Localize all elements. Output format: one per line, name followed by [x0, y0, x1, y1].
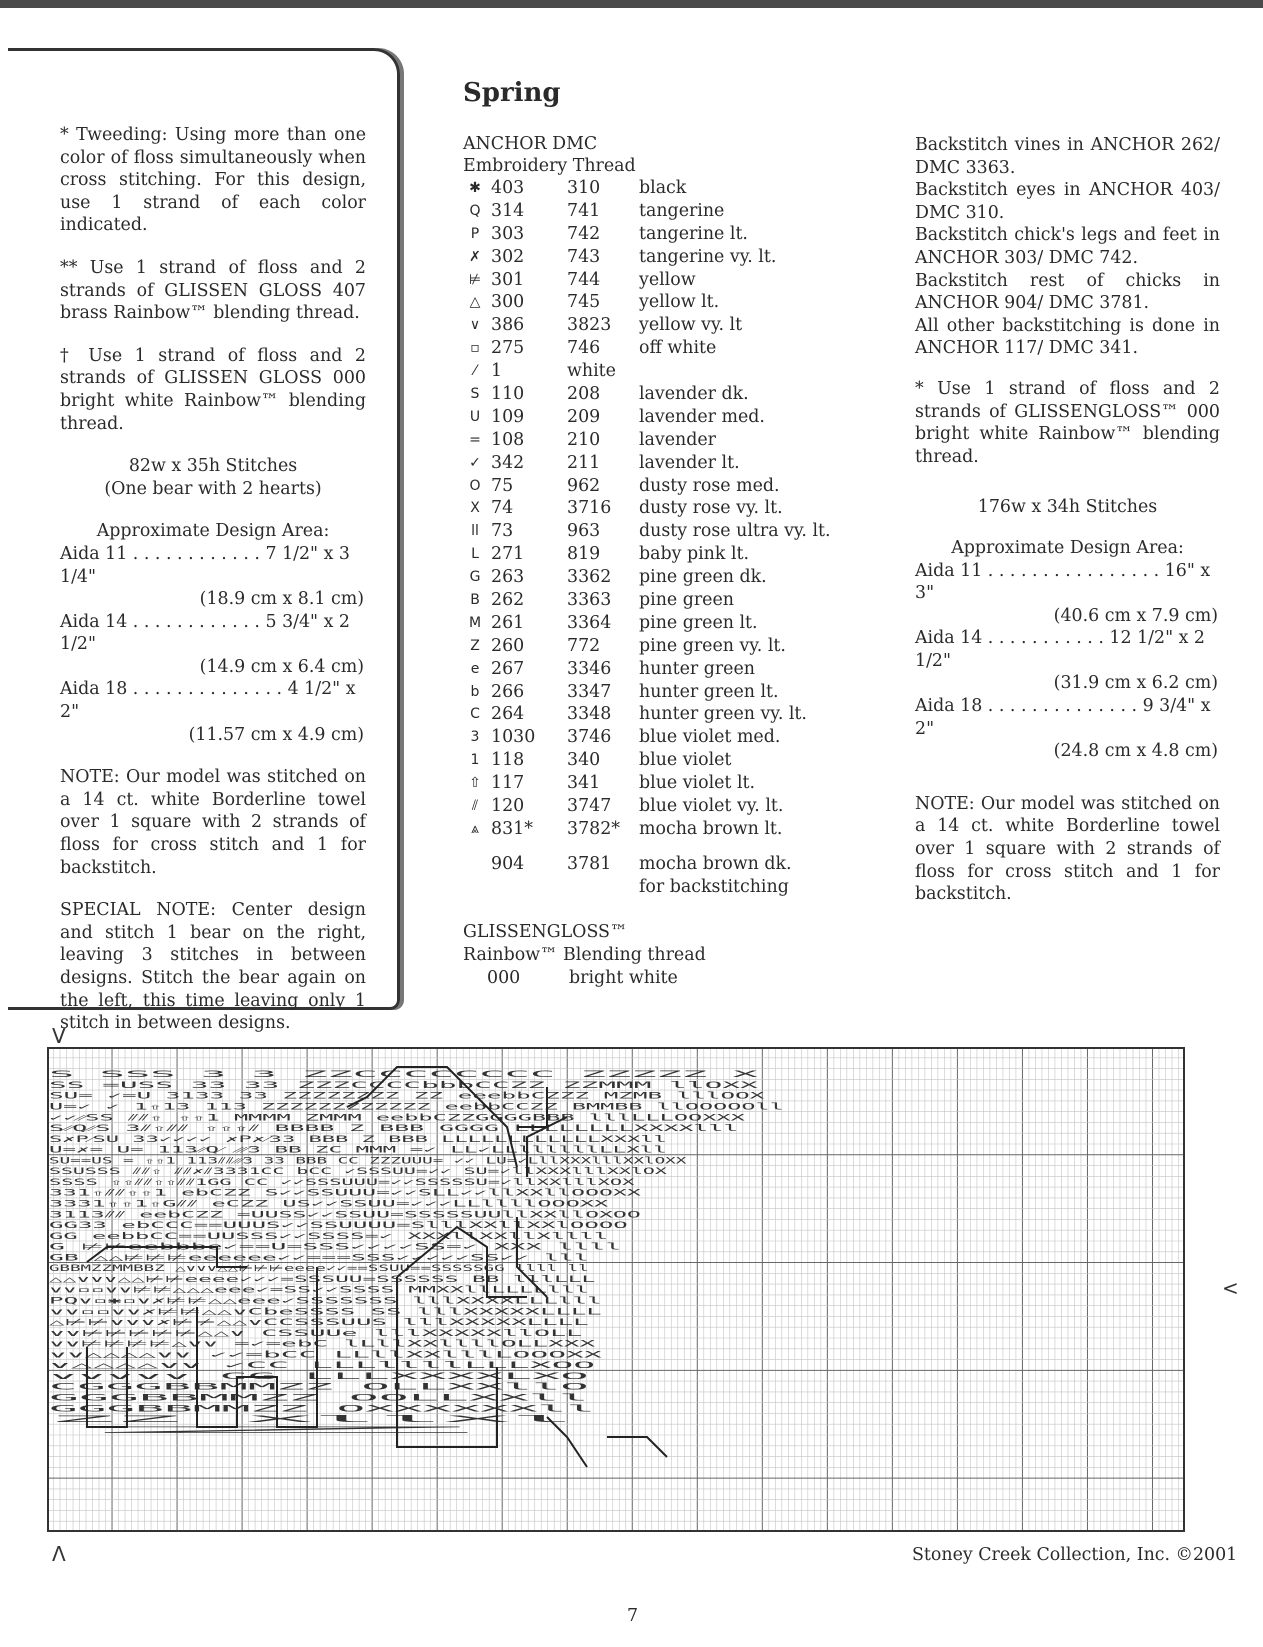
key-dmc: white — [567, 361, 616, 382]
key-dmc: 742 — [567, 223, 601, 244]
chart-row: 3331⇧⇧1⇧G⫽⫽ eCZZ US✓✓SSUU=✓✓✓LLllllOOOXX — [49, 1199, 611, 1210]
key-anchor: 342 — [491, 452, 525, 473]
chart-row: GBBMZZMMBBZ △∨∨∨△△⊭⊭⊭eeee✓✓==SSUU==SSSSSGG llll ll — [49, 1264, 589, 1275]
gloss-subtitle: Rainbow™ Blending thread — [463, 945, 706, 965]
key-dmc: 962 — [567, 475, 601, 496]
key-name: pine green vy. lt. — [639, 635, 786, 656]
key-anchor: 261 — [491, 612, 525, 633]
key-dmc: 210 — [567, 429, 601, 450]
key-anchor: 1 — [491, 361, 503, 382]
key-name: pine green lt. — [639, 612, 758, 633]
left-notes — [60, 124, 366, 1055]
key-dmc: 3747 — [567, 796, 612, 817]
page-number: 7 — [627, 1606, 639, 1626]
key-symbol: = — [469, 431, 481, 448]
key-dmc: 743 — [567, 246, 601, 267]
gloss-name: bright white — [569, 968, 678, 988]
key-symbol: △ — [469, 294, 481, 311]
chart-row: S SSS 3 3 ZZCCCCCCCC ZZZZZ X — [49, 1070, 762, 1081]
key-symbol: ⩓ — [471, 820, 479, 837]
chart-row: △△∨∨∨△△⊭⊭eeee✓✓✓=SSSUU=SSSSSS BB lllLLL — [49, 1274, 596, 1285]
key-dmc: 3348 — [567, 704, 612, 725]
key-symbol: Z — [470, 637, 480, 654]
key-symbol: ⇧ — [469, 775, 481, 792]
design-area-title: Approximate Design Area: — [951, 537, 1184, 558]
chart-row: U=✗= U= 113⁄⁄Q⁄ ⁄⁄⁄3 BB ZC MMM =✓ LL✓LLllllllLLXll — [49, 1145, 667, 1156]
key-dmc: 963 — [567, 521, 601, 542]
key-anchor: 831* — [491, 818, 533, 839]
chart-row: 3113⫽⫽ eebCZZ =UUSS✓✓SSUU=SSSSSUUllXXllOXOO — [49, 1210, 641, 1221]
blending-thread-key — [463, 921, 706, 990]
key-anchor: 109 — [491, 406, 525, 427]
key-anchor: 266 — [491, 681, 525, 702]
key-dmc: 340 — [567, 750, 601, 771]
key-name: blue violet — [639, 750, 732, 771]
key-name: pine green dk. — [639, 567, 767, 588]
stitch-count-note: (One bear with 2 hearts) — [104, 478, 322, 499]
key-dmc: 211 — [567, 452, 601, 473]
stitch-count: 82w x 35h Stitches — [128, 456, 298, 477]
center-marker-top: V — [52, 1024, 66, 1048]
key-dmc: 310 — [567, 178, 601, 198]
key-name — [639, 853, 792, 899]
key-dmc: 3823 — [567, 315, 612, 336]
key-anchor: 264 — [491, 704, 525, 725]
chart-row: SU==US = ⇧⇧1 113⫽⫽⁄⁄⁄3 33 BBB CC ZZZUUU= ✓✓ LU=✓LllXXXlllXXlOXX — [49, 1156, 688, 1167]
chart-row: GGGBBMMZZ OOLLXXll — [49, 1393, 589, 1404]
backstitch-legs: Backstitch chick's legs and feet in ANCHOR 303/ DMC 742. — [915, 225, 1220, 268]
gloss-title: GLISSENGLOSS™ — [463, 922, 628, 942]
area-aida-11: Aida 11 . . . . . . . . . . . . . . . . 16" x 3" — [915, 560, 1211, 604]
key-anchor: 302 — [491, 246, 525, 267]
key-dmc: 208 — [567, 384, 601, 405]
key-symbol: 1 — [470, 752, 480, 769]
key-name: tangerine — [639, 200, 725, 221]
key-name-line: for backstitching — [639, 877, 789, 897]
key-name: dusty rose med. — [639, 475, 780, 496]
key-name: tangerine vy. lt. — [639, 246, 777, 267]
key-symbol: Q — [469, 202, 481, 219]
key-dmc: 772 — [567, 635, 601, 656]
center-marker-right: < — [1222, 1276, 1239, 1300]
model-note: NOTE: Our model was stitched on a 14 ct. white Borderline towel over 1 square with 2 strands of floss for cross stitch and 1 for backstitch. — [60, 767, 366, 878]
key-symbol: ✗ — [469, 248, 481, 265]
chart-row: ∨∨▫▫∨∨✗⊭⊭△△∨CbeSSSS SS lllXXXXXLLLL — [49, 1307, 602, 1318]
key-symbol: M — [468, 614, 482, 631]
key-dmc: 3782* — [567, 818, 620, 839]
chart-row: U=✓ ✓ 1⇧13 113 ZZZZZZZZZZZZ eebbCCZZ BMMBB llOOOOOll — [49, 1102, 784, 1113]
area-aida-11-metric: (18.9 cm x 8.1 cm) — [199, 589, 364, 610]
key-name: blue violet med. — [639, 727, 781, 748]
key-symbol: L — [471, 546, 479, 563]
key-anchor: 271 — [491, 544, 525, 565]
chart-row: ZZ XllXl — [49, 1415, 576, 1426]
key-anchor: 118 — [491, 750, 525, 771]
key-symbol: ll — [471, 523, 479, 540]
key-anchor: 300 — [491, 292, 525, 313]
key-anchor: 314 — [491, 200, 525, 221]
chart-row: SS =USS 33 33 ZZZCCCCbbbCCZZ ZZMMM llOXX — [49, 1080, 761, 1091]
chart-row: SSSS ⇧⇧⫽⫽⇧⇧⫽⫽1GG CC ✓✓SSSUUU=✓✓SSSSSU=✓llXXlllXOX — [49, 1177, 637, 1188]
backstitch-vines: Backstitch vines in ANCHOR 262/ DMC 3363. — [915, 135, 1220, 178]
key-dmc: 3364 — [567, 612, 612, 633]
double-star-note: ** Use 1 strand of floss and 2 strands of GLISSEN GLOSS 407 brass Rainbow™ blending thread. — [60, 257, 366, 324]
chart-row: S⁄⁄Q⁄⁄S 3⫽⇧⫽⫽ ⇧⇧⇧⫽ BBBB Z BBB GGGG LLLLLLLLXXXXlll — [49, 1124, 739, 1135]
special-note: SPECIAL NOTE: Center design and stitch 1 bear on the right, leaving 3 stitches in between designs. Stitch the bear again on the left, this time leaving only 1 stitch in between designs. — [60, 900, 366, 1034]
key-symbol: 3 — [470, 729, 480, 746]
design-area-title: Approximate Design Area: — [96, 521, 330, 542]
chart-row: ∨∨∨∨∨ CG LLLXXXXLXO — [49, 1371, 589, 1382]
key-symbol: ✓ — [469, 454, 481, 471]
key-name: yellow — [639, 269, 696, 290]
area-aida-18-metric: (24.8 cm x 4.8 cm) — [1053, 741, 1218, 762]
key-symbol: ⊭ — [468, 271, 482, 288]
chart-row: GG33 ebCCC==UUUS✓✓SSUUUU=SlllXXllXXlOOOO — [49, 1221, 628, 1232]
key-name: blue violet lt. — [639, 773, 756, 794]
backstitch-eyes: Backstitch eyes in ANCHOR 403/ DMC 310. — [915, 180, 1220, 223]
key-symbol: U — [469, 408, 481, 425]
key-name: lavender med. — [639, 406, 765, 427]
key-symbol: P — [470, 225, 480, 242]
key-name-line: mocha brown dk. — [639, 854, 792, 874]
key-name: dusty rose vy. lt. — [639, 498, 783, 519]
key-anchor: 262 — [491, 590, 525, 611]
area-aida-18: Aida 18 . . . . . . . . . . . . . . 9 3/4" x 2" — [915, 696, 1211, 739]
key-anchor: 263 — [491, 567, 525, 588]
stitch-count: 176w x 34h Stitches — [977, 497, 1158, 518]
chart-row: ∨∨△△△△∨∨ ✓✓=bCC LLllXXlllLOOOXX — [49, 1350, 605, 1361]
key-symbol: C — [470, 706, 480, 723]
tweeding-note: * Tweeding: Using more than one color of floss simultaneously when cross stitching. For this design, use 1 strand of each color indicated. — [60, 125, 366, 236]
key-name: tangerine lt. — [639, 223, 748, 244]
key-anchor: 110 — [491, 384, 525, 405]
chart-row: PQ∨▫✱▫∨✗⊭⊭△△eee✓SSSSSSS lllXXXXLLLlll — [49, 1296, 602, 1307]
key-symbol: B — [470, 592, 480, 609]
chart-row: ∨△△△△∨∨ ✓CC LLLllllLLLXOO — [49, 1361, 596, 1372]
key-anchor: 1030 — [491, 727, 536, 748]
chart-row: CGGGBBMMZZ OLLXXllO — [49, 1382, 589, 1393]
key-symbol: ∨ — [469, 317, 481, 334]
key-dmc: 3362 — [567, 567, 612, 588]
key-dmc: 819 — [567, 544, 601, 565]
model-note: NOTE: Our model was stitched on a 14 ct. white Borderline towel over 1 square with 2 strands of floss for cross stitch and 1 for backstitch. — [915, 793, 1220, 905]
key-dmc: 746 — [567, 338, 601, 359]
key-name: hunter green vy. lt. — [639, 704, 807, 725]
chart-row: G ⊭⊭eebbbe✓==U=SSS✓✓✓✓SS=✓ XXX llll — [49, 1242, 622, 1253]
area-aida-14: Aida 14 . . . . . . . . . . . 12 1/2" x 2 1/2" — [915, 628, 1205, 671]
page-title: Spring — [463, 78, 561, 108]
chart-row: Z — [49, 1425, 492, 1436]
key-name: off white — [639, 338, 717, 359]
key-symbol: ▫ — [470, 340, 480, 357]
key-symbol: O — [469, 477, 481, 494]
key-name: lavender lt. — [639, 452, 740, 473]
gloss-row — [463, 967, 706, 990]
chart-row: ∨∨⊭⊭⊭⊭△∨∨ =✓=ebC lLllXXllllOLLXXX — [49, 1339, 598, 1350]
key-dmc: 741 — [567, 200, 601, 221]
key-anchor: 303 — [491, 223, 525, 244]
area-aida-18-metric: (11.57 cm x 4.9 cm) — [188, 724, 364, 745]
key-symbol: ⫽ — [471, 798, 479, 815]
key-anchor: 108 — [491, 429, 525, 450]
key-anchor: 267 — [491, 658, 525, 679]
key-anchor: 904 — [491, 854, 525, 874]
key-dmc: 3363 — [567, 590, 612, 611]
key-symbol: G — [469, 569, 481, 586]
backstitch-other: All other backstitching is done in ANCHOR 117/ DMC 341. — [915, 315, 1220, 359]
center-marker-bottom: Λ — [52, 1542, 66, 1566]
key-symbol: ✱ — [469, 180, 481, 196]
key-name: black — [639, 178, 687, 198]
key-dmc: 3746 — [567, 727, 612, 748]
area-aida-11-metric: (40.6 cm x 7.9 cm) — [1053, 605, 1218, 626]
key-name: lavender dk. — [639, 384, 749, 405]
key-symbol: b — [470, 683, 480, 700]
area-aida-14-metric: (31.9 cm x 6.2 cm) — [1053, 673, 1218, 694]
key-dmc: 3346 — [567, 658, 612, 679]
copyright: Stoney Creek Collection, Inc. ©2001 — [912, 1545, 1238, 1565]
key-anchor: 74 — [491, 498, 514, 519]
key-header-brands: ANCHOR DMC — [463, 134, 598, 154]
key-dmc: 209 — [567, 406, 601, 427]
key-dmc: 3716 — [567, 498, 612, 519]
key-name: lavender — [639, 429, 716, 450]
chart-row: 331⇧⫽⫽⇧⇧1 ebCZZ S✓✓SSUUU=✓✓SLL✓✓llXXllOOOXX — [49, 1188, 644, 1199]
key-anchor: 120 — [491, 796, 525, 817]
area-aida-11: Aida 11 . . . . . . . . . . . . 7 1/2" x 3 1/4" — [60, 543, 350, 587]
area-aida-14: Aida 14 . . . . . . . . . . . . 5 3/4" x 2 1/2" — [60, 611, 350, 655]
key-name: hunter green lt. — [639, 681, 779, 702]
key-symbol: ⁄ — [473, 363, 477, 380]
key-name: blue violet vy. lt. — [639, 796, 784, 817]
key-header — [463, 133, 636, 177]
gloss-code: 000 — [487, 968, 521, 988]
key-name: yellow vy. lt — [639, 315, 743, 336]
key-anchor: 117 — [491, 773, 525, 794]
key-anchor: 75 — [491, 475, 514, 496]
chart-row: ∨∨▫▫∨∨⊭⊭△△△eee✓=SS✓✓SSSS MMXXllLLLLlll — [49, 1285, 589, 1296]
key-anchor: 73 — [491, 521, 514, 542]
star-note: * Use 1 strand of floss and 2 strands of GLISSENGLOSS™ 000 bright white Rainbow™ blending thread. — [915, 378, 1220, 467]
key-name: hunter green — [639, 658, 755, 679]
key-name: pine green — [639, 590, 734, 611]
chart-row: GGGBBMMZZ OXXXXXXll — [49, 1404, 596, 1415]
area-aida-18: Aida 18 . . . . . . . . . . . . . . 4 1/2" x 2" — [60, 679, 356, 723]
backstitch-chicks: Backstitch rest of chicks in ANCHOR 904/ DMC 3781. — [915, 270, 1220, 314]
key-anchor: 275 — [491, 338, 525, 359]
chart-row: △⊭⊭∨∨∨✗⊭⊭△△∨CCSSSUUS lllXXXXXLLLL — [49, 1318, 589, 1329]
chart-row: ✓✓⁄⁄SS ⫽⫽⇧ ⇧⇧1 MMMM ZMMM eebbCZZGGGGBBB lllLLLOOXXX — [49, 1113, 748, 1124]
key-dmc: 3781 — [567, 854, 612, 874]
key-anchor: 301 — [491, 269, 525, 290]
key-anchor: 260 — [491, 635, 525, 656]
key-header-type: Embroidery Thread — [463, 156, 636, 176]
key-symbol: e — [470, 660, 480, 677]
key-dmc: 745 — [567, 292, 601, 313]
key-name: mocha brown lt. — [639, 818, 783, 839]
top-rule — [0, 0, 1263, 8]
chart-row: ∨∨⊭⊭⊭⊭⊭△△∨ CSSUUe lllXXXXXllOLL — [49, 1328, 583, 1339]
key-symbol: X — [470, 500, 480, 517]
key-name: yellow lt. — [639, 292, 720, 313]
area-aida-14-metric: (14.9 cm x 6.4 cm) — [199, 656, 364, 677]
chart-row: SU= ✓=U 3133 33 ZZZZZZZZ ZZ eeebbCZZZ MZMB lllOOX — [49, 1091, 767, 1102]
chart-row: GB △△⊭⊭⊭eeeeee✓✓===SSS✓✓✓✓✓SS✓✓ lll — [49, 1253, 589, 1264]
key-name: baby pink lt. — [639, 544, 750, 565]
dagger-note: † Use 1 strand of floss and 2 strands of GLISSEN GLOSS 000 bright white Rainbow™ blending thread. — [60, 345, 366, 434]
chart-row: GG eebbCC==UUSSS✓✓SSSS=✓ XXXllXXllXllll — [49, 1231, 609, 1242]
key-dmc: 744 — [567, 269, 601, 290]
chart-row: SSUSSS ⫽⫽⇧ ⫽⫽✗⫽3331CC bCC ✓SSSUU=✓✓ SU=✓llXXXlllXXlOX — [49, 1167, 669, 1178]
key-dmc: 341 — [567, 773, 601, 794]
key-dmc: 3347 — [567, 681, 612, 702]
cross-stitch-chart — [47, 1047, 1185, 1532]
key-anchor: 403 — [491, 178, 525, 198]
chart-row: S✗P⁄SU 33✓✓✓✓ ✗P✗⁄33 BBB Z BBB LLLLLLLLLLLLXXXll — [49, 1134, 667, 1145]
key-symbol: S — [470, 386, 480, 403]
key-anchor: 386 — [491, 315, 525, 336]
right-notes — [915, 134, 1220, 906]
key-name: dusty rose ultra vy. lt. — [639, 521, 831, 542]
